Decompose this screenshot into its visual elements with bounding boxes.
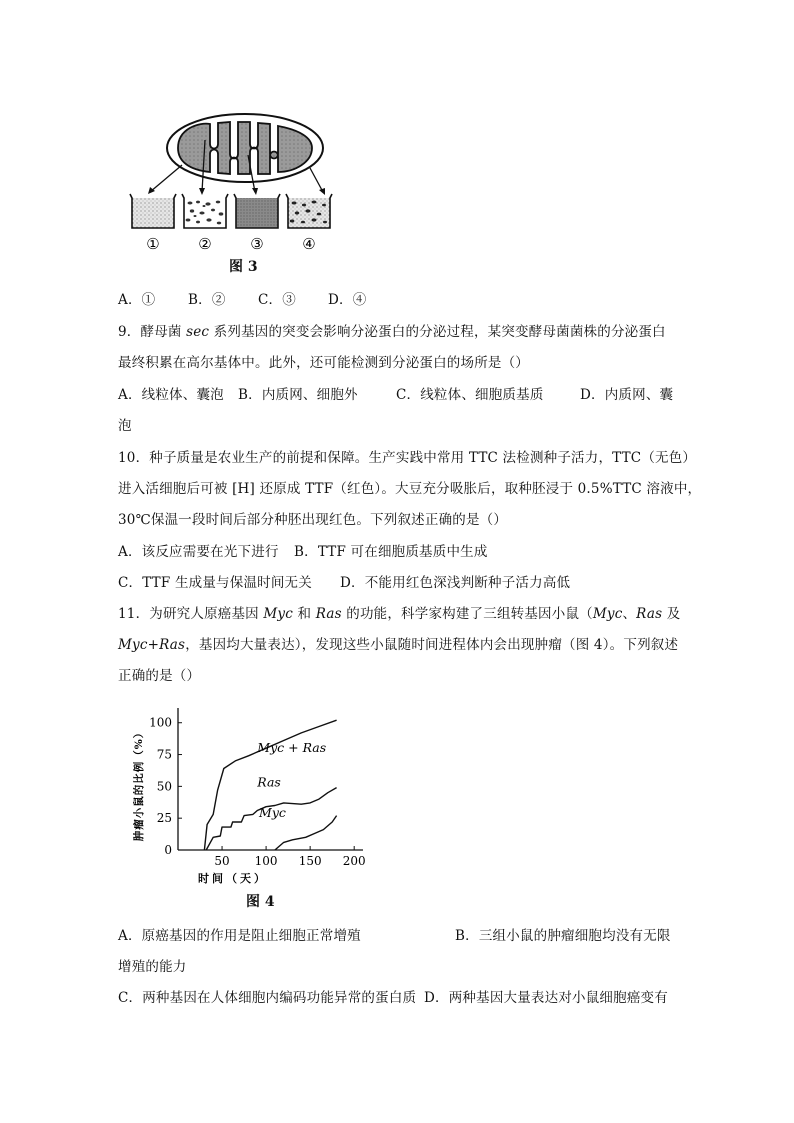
q11-options-row1	[118, 926, 671, 946]
q8-option-c[interactable]: C．③	[258, 292, 296, 308]
arrow-to-beaker-4	[310, 168, 323, 192]
figure-3-caption: 图 3	[229, 259, 258, 275]
arrow-to-beaker-1	[150, 165, 182, 192]
arrowhead-4	[319, 188, 325, 195]
beaker-label-2: ②	[198, 235, 212, 253]
beaker-label-1: ①	[146, 235, 160, 253]
q11-text-4: 、	[622, 606, 637, 622]
q9-stem-line2: 最终积累在高尔基体中。此外，还可能检测到分泌蛋白的场所是（）	[118, 355, 529, 371]
q8-options	[118, 290, 366, 310]
arrowhead-3	[252, 188, 258, 195]
series-line-myc	[275, 816, 337, 850]
q11-stem-line1	[118, 604, 680, 624]
q11-gene-myc-ras: Myc+Ras	[118, 637, 186, 653]
q10-options-row2	[118, 573, 570, 593]
beaker-1	[130, 194, 176, 228]
series-label: Myc + Ras	[257, 740, 327, 755]
q10-option-c[interactable]: C．TTF 生成量与保温时间无关	[118, 575, 312, 591]
q11-gene-ras: Ras	[315, 606, 342, 622]
figure-4-tumor-chart	[128, 704, 378, 889]
q11-text-3: 的功能，科学家构建了三组转基因小鼠（	[341, 606, 593, 622]
x-tick-label: 50	[214, 854, 230, 868]
q10-stem-line2: 进入活细胞后可被 [H] 还原成 TTF（红色）。大豆充分吸胀后，取种胚浸于 0.5%TTC 溶液中，	[118, 481, 702, 497]
y-tick-label: 50	[156, 779, 172, 794]
q11-text: 11．为研究人原癌基因	[118, 606, 264, 622]
q11-gene-ras-2: Ras	[636, 606, 663, 622]
q11-option-d[interactable]: D．两种基因大量表达对小鼠细胞癌变有	[424, 990, 668, 1006]
mitochondrion-inner-membrane	[178, 122, 312, 174]
q10-stem-line3: 30℃保温一段时间后部分种胚出现红色。下列叙述正确的是（）	[118, 512, 508, 528]
beaker-4	[286, 194, 332, 228]
q9-option-d-cont: 泡	[118, 418, 132, 434]
y-tick-label: 100	[149, 715, 172, 730]
q11-gene-myc: Myc	[263, 606, 293, 622]
q11-text-2: 和	[293, 606, 316, 622]
q11-options-row2	[118, 988, 668, 1008]
y-tick-label: 75	[156, 747, 172, 762]
y-tick-label: 25	[156, 811, 172, 826]
x-tick-label: 100	[254, 854, 278, 868]
q9-option-b[interactable]: B．内质网、细胞外	[238, 387, 358, 403]
q11-stem-line2	[118, 635, 678, 655]
beaker-label-4: ④	[302, 235, 316, 253]
q11-option-c[interactable]: C．两种基因在人体细胞内编码功能异常的蛋白质	[118, 990, 417, 1006]
x-tick-label: 150	[298, 854, 322, 868]
figure-3-mitochondrion-diagram	[120, 110, 370, 255]
series-label: Myc	[259, 804, 286, 820]
q8-option-a[interactable]: A．①	[118, 292, 156, 308]
q11-gene-myc-2: Myc	[592, 606, 623, 622]
q9-option-c[interactable]: C．线粒体、细胞质基质	[396, 387, 544, 403]
arrowhead-2	[199, 188, 205, 195]
q9-options	[118, 385, 673, 405]
q10-option-b[interactable]: B．TTF 可在细胞质基质中生成	[294, 544, 488, 560]
y-axis-title: 肿瘤小鼠的比例（%）	[133, 726, 145, 842]
x-tick-label: 200	[342, 854, 366, 868]
q11-option-b[interactable]: B．三组小鼠的肿瘤细胞均没有无限	[455, 928, 671, 944]
q11-option-b-cont: 增殖的能力	[118, 959, 187, 975]
q9-option-a[interactable]: A．线粒体、囊泡	[118, 387, 224, 403]
q8-option-d[interactable]: D．④	[328, 292, 367, 308]
q9-text-2: 系列基因的突变会影响分泌蛋白的分泌过程，某突变酵母菌菌株的分泌蛋白	[209, 324, 666, 340]
q11-text-6: ，基因均大量表达），发现这些小鼠随时间进程体内会出现肿瘤（图 4）。下列叙述	[185, 637, 679, 653]
figure-4-caption: 图 4	[246, 894, 275, 910]
x-axis-title: 时间（天）	[198, 872, 268, 885]
q8-option-b[interactable]: B．②	[188, 292, 226, 308]
series-label: Ras	[257, 774, 281, 790]
q10-option-a[interactable]: A．该反应需要在光下进行	[118, 544, 279, 560]
q11-option-a[interactable]: A．原癌基因的作用是阻止细胞正常增殖	[118, 928, 361, 944]
q9-gene-sec: sec	[186, 324, 210, 340]
beaker-label-3: ③	[250, 235, 264, 253]
q10-option-d[interactable]: D．不能用红色深浅判断种子活力高低	[340, 575, 571, 591]
q9-text: 9．酵母菌	[118, 324, 187, 340]
beaker-2	[182, 194, 228, 228]
q9-option-d[interactable]: D．内质网、囊	[580, 387, 674, 403]
q11-stem-line3: 正确的是（）	[118, 668, 201, 684]
q10-stem-line1: 10．种子质量是农业生产的前提和保障。生产实践中常用 TTC 法检测种子活力，TTC（无色）	[118, 450, 697, 466]
beaker-3	[234, 194, 280, 228]
q11-text-5: 及	[662, 606, 681, 622]
q9-stem-line1	[118, 322, 666, 342]
q10-options-row1	[118, 542, 488, 562]
y-tick-label: 0	[164, 843, 172, 857]
